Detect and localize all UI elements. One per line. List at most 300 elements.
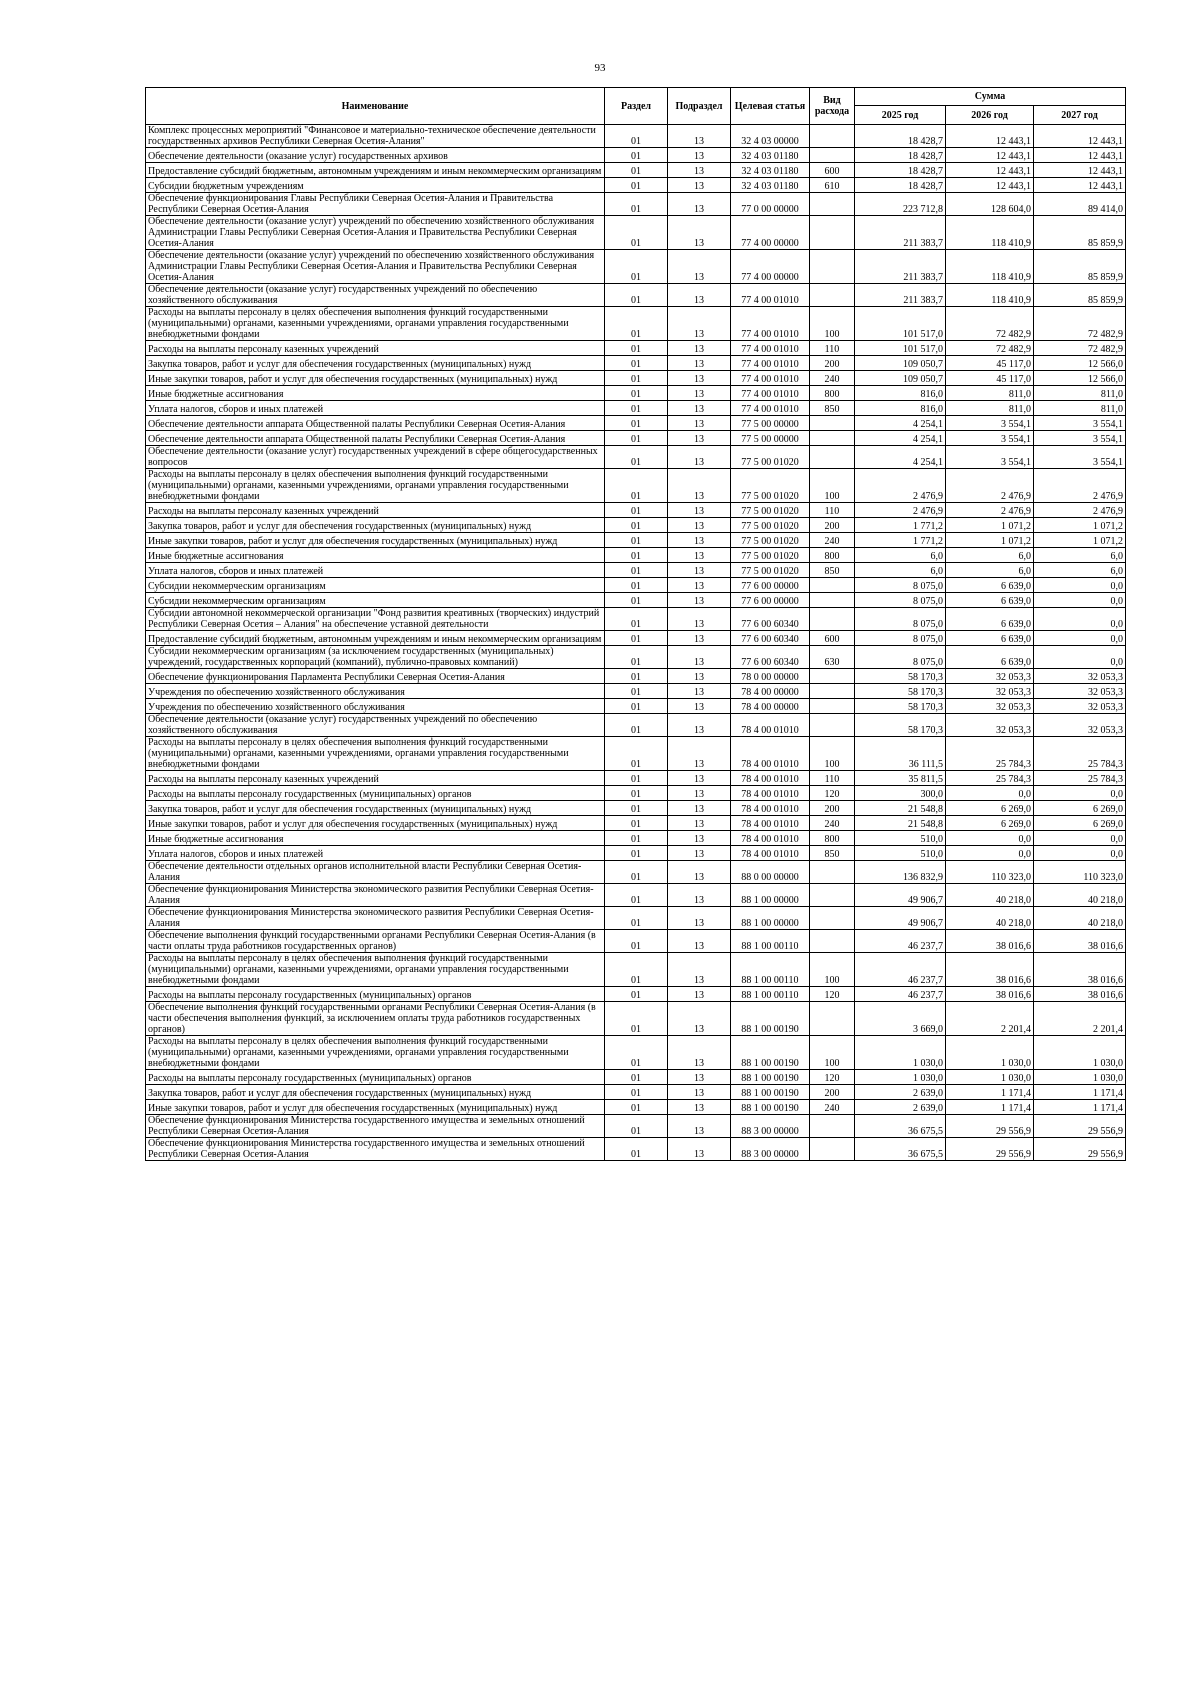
table-row — [146, 714, 1126, 737]
row-subsection: 13 — [668, 250, 731, 284]
row-subsection: 13 — [668, 431, 731, 446]
header-expense-type: Вид расхода — [810, 88, 855, 125]
row-sum-2027: 85 859,9 — [1034, 250, 1126, 284]
row-target-article: 77 5 00 01020 — [731, 446, 810, 469]
row-sum-2027: 0,0 — [1034, 608, 1126, 631]
row-subsection: 13 — [668, 578, 731, 593]
row-sum-2026: 1 030,0 — [946, 1070, 1034, 1085]
row-name: Обеспечение функционирования Министерства государственного имущества и земельных отношений Республики Северная Осетия-Алания — [146, 1115, 605, 1138]
row-target-article: 77 5 00 01020 — [731, 518, 810, 533]
row-sum-2027: 38 016,6 — [1034, 930, 1126, 953]
row-section: 01 — [605, 786, 668, 801]
row-section: 01 — [605, 563, 668, 578]
row-expense-type — [810, 608, 855, 631]
row-name: Иные бюджетные ассигнования — [146, 831, 605, 846]
row-target-article: 77 5 00 00000 — [731, 416, 810, 431]
table-row — [146, 786, 1126, 801]
row-subsection: 13 — [668, 518, 731, 533]
row-subsection: 13 — [668, 216, 731, 250]
row-sum-2027: 0,0 — [1034, 631, 1126, 646]
table-row — [146, 930, 1126, 953]
row-sum-2026: 32 053,3 — [946, 714, 1034, 737]
row-section: 01 — [605, 699, 668, 714]
row-target-article: 78 0 00 00000 — [731, 669, 810, 684]
row-sum-2027: 0,0 — [1034, 846, 1126, 861]
row-name: Закупка товаров, работ и услуг для обеспечения государственных (муниципальных) нужд — [146, 356, 605, 371]
table-row — [146, 987, 1126, 1002]
row-sum-2027: 32 053,3 — [1034, 699, 1126, 714]
row-section: 01 — [605, 163, 668, 178]
row-name: Учреждения по обеспечению хозяйственного обслуживания — [146, 684, 605, 699]
row-sum-2025: 1 771,2 — [855, 518, 946, 533]
row-section: 01 — [605, 401, 668, 416]
row-name: Расходы на выплаты персоналу казенных учреждений — [146, 503, 605, 518]
row-section: 01 — [605, 608, 668, 631]
row-subsection: 13 — [668, 1138, 731, 1161]
row-sum-2027: 29 556,9 — [1034, 1138, 1126, 1161]
row-name: Расходы на выплаты персоналу в целях обеспечения выполнения функций государственными (муниципальными) органами, казенными учреждениями, органами управления государственными внебюджетными фондами — [146, 737, 605, 771]
table-row — [146, 178, 1126, 193]
row-name: Иные закупки товаров, работ и услуг для обеспечения государственных (муниципальных) нужд — [146, 816, 605, 831]
table-row — [146, 386, 1126, 401]
row-sum-2027: 32 053,3 — [1034, 684, 1126, 699]
row-subsection: 13 — [668, 563, 731, 578]
row-sum-2026: 32 053,3 — [946, 684, 1034, 699]
row-sum-2026: 38 016,6 — [946, 930, 1034, 953]
table-row — [146, 1100, 1126, 1115]
row-expense-type: 120 — [810, 987, 855, 1002]
row-sum-2025: 36 675,5 — [855, 1115, 946, 1138]
row-name: Иные закупки товаров, работ и услуг для обеспечения государственных (муниципальных) нужд — [146, 371, 605, 386]
row-sum-2026: 118 410,9 — [946, 250, 1034, 284]
row-target-article: 77 6 00 60340 — [731, 608, 810, 631]
row-sum-2026: 6 639,0 — [946, 593, 1034, 608]
row-subsection: 13 — [668, 446, 731, 469]
row-sum-2026: 29 556,9 — [946, 1138, 1034, 1161]
row-sum-2025: 49 906,7 — [855, 884, 946, 907]
row-target-article: 78 4 00 01010 — [731, 771, 810, 786]
row-section: 01 — [605, 593, 668, 608]
table-row — [146, 593, 1126, 608]
row-expense-type — [810, 1138, 855, 1161]
row-expense-type — [810, 699, 855, 714]
budget-table — [145, 87, 1126, 1161]
row-sum-2026: 6 639,0 — [946, 578, 1034, 593]
row-subsection: 13 — [668, 861, 731, 884]
row-subsection: 13 — [668, 163, 731, 178]
row-subsection: 13 — [668, 884, 731, 907]
row-sum-2027: 2 476,9 — [1034, 469, 1126, 503]
row-section: 01 — [605, 341, 668, 356]
row-name: Обеспечение деятельности (оказание услуг) государственных учреждений по обеспечению хозяйственного обслуживания — [146, 284, 605, 307]
table-row — [146, 816, 1126, 831]
row-sum-2025: 2 476,9 — [855, 503, 946, 518]
row-name: Обеспечение выполнения функций государственными органами Республики Северная Осетия-Алания (в части обеспечения выполнения функций, за исключением оплаты труда работников государственных органов) — [146, 1002, 605, 1036]
row-sum-2025: 510,0 — [855, 846, 946, 861]
row-section: 01 — [605, 861, 668, 884]
row-expense-type — [810, 446, 855, 469]
row-expense-type — [810, 431, 855, 446]
row-section: 01 — [605, 1036, 668, 1070]
row-section: 01 — [605, 503, 668, 518]
row-section: 01 — [605, 178, 668, 193]
row-name: Расходы на выплаты персоналу в целях обеспечения выполнения функций государственными (муниципальными) органами, казенными учреждениями, органами управления государственными внебюджетными фондами — [146, 953, 605, 987]
row-sum-2026: 40 218,0 — [946, 884, 1034, 907]
row-target-article: 88 3 00 00000 — [731, 1115, 810, 1138]
row-section: 01 — [605, 469, 668, 503]
row-expense-type: 240 — [810, 816, 855, 831]
row-sum-2026: 6 639,0 — [946, 608, 1034, 631]
row-sum-2026: 0,0 — [946, 831, 1034, 846]
row-expense-type — [810, 930, 855, 953]
row-sum-2026: 32 053,3 — [946, 669, 1034, 684]
row-expense-type: 120 — [810, 1070, 855, 1085]
row-sum-2026: 45 117,0 — [946, 371, 1034, 386]
row-sum-2025: 58 170,3 — [855, 699, 946, 714]
row-name: Расходы на выплаты персоналу в целях обеспечения выполнения функций государственными (муниципальными) органами, казенными учреждениями, органами управления государственными внебюджетными фондами — [146, 307, 605, 341]
row-sum-2027: 0,0 — [1034, 786, 1126, 801]
row-sum-2027: 85 859,9 — [1034, 216, 1126, 250]
row-sum-2026: 1 071,2 — [946, 533, 1034, 548]
row-target-article: 78 4 00 01010 — [731, 714, 810, 737]
row-sum-2027: 811,0 — [1034, 401, 1126, 416]
table-row — [146, 469, 1126, 503]
row-name: Обеспечение функционирования Министерства государственного имущества и земельных отношений Республики Северная Осетия-Алания — [146, 1138, 605, 1161]
row-expense-type — [810, 861, 855, 884]
table-row — [146, 884, 1126, 907]
row-name: Закупка товаров, работ и услуг для обеспечения государственных (муниципальных) нужд — [146, 1085, 605, 1100]
row-sum-2027: 12 443,1 — [1034, 125, 1126, 148]
row-section: 01 — [605, 148, 668, 163]
row-expense-type: 240 — [810, 371, 855, 386]
row-target-article: 77 4 00 01010 — [731, 371, 810, 386]
row-sum-2027: 12 566,0 — [1034, 371, 1126, 386]
row-sum-2027: 12 443,1 — [1034, 178, 1126, 193]
row-name: Предоставление субсидий бюджетным, автономным учреждениям и иным некоммерческим организациям — [146, 631, 605, 646]
row-name: Обеспечение функционирования Главы Республики Северная Осетия-Алания и Правительства Республики Северная Осетия-Алания — [146, 193, 605, 216]
header-target-article: Целевая статья — [731, 88, 810, 125]
row-sum-2025: 8 075,0 — [855, 631, 946, 646]
row-expense-type: 200 — [810, 801, 855, 816]
row-sum-2026: 2 476,9 — [946, 469, 1034, 503]
row-sum-2026: 6,0 — [946, 563, 1034, 578]
row-sum-2027: 1 171,4 — [1034, 1085, 1126, 1100]
table-row — [146, 578, 1126, 593]
row-sum-2025: 8 075,0 — [855, 593, 946, 608]
row-expense-type: 240 — [810, 1100, 855, 1115]
row-sum-2026: 811,0 — [946, 386, 1034, 401]
row-expense-type: 800 — [810, 831, 855, 846]
row-sum-2025: 8 075,0 — [855, 646, 946, 669]
row-sum-2026: 72 482,9 — [946, 341, 1034, 356]
row-sum-2025: 101 517,0 — [855, 341, 946, 356]
row-sum-2027: 0,0 — [1034, 831, 1126, 846]
row-section: 01 — [605, 714, 668, 737]
row-expense-type — [810, 1115, 855, 1138]
row-target-article: 88 1 00 00190 — [731, 1085, 810, 1100]
row-subsection: 13 — [668, 1115, 731, 1138]
row-sum-2026: 12 443,1 — [946, 178, 1034, 193]
row-section: 01 — [605, 669, 668, 684]
row-sum-2027: 110 323,0 — [1034, 861, 1126, 884]
row-sum-2027: 6,0 — [1034, 563, 1126, 578]
row-name: Обеспечение деятельности (оказание услуг) государственных архивов — [146, 148, 605, 163]
row-target-article: 32 4 03 01180 — [731, 148, 810, 163]
row-subsection: 13 — [668, 341, 731, 356]
row-target-article: 78 4 00 00000 — [731, 684, 810, 699]
row-sum-2026: 6 269,0 — [946, 801, 1034, 816]
row-sum-2025: 46 237,7 — [855, 930, 946, 953]
row-name: Обеспечение функционирования Парламента Республики Северная Осетия-Алания — [146, 669, 605, 684]
row-subsection: 13 — [668, 193, 731, 216]
row-expense-type — [810, 250, 855, 284]
row-name: Расходы на выплаты персоналу государственных (муниципальных) органов — [146, 987, 605, 1002]
row-sum-2026: 25 784,3 — [946, 737, 1034, 771]
row-subsection: 13 — [668, 356, 731, 371]
row-target-article: 77 5 00 01020 — [731, 533, 810, 548]
row-sum-2026: 2 476,9 — [946, 503, 1034, 518]
row-subsection: 13 — [668, 987, 731, 1002]
row-subsection: 13 — [668, 699, 731, 714]
row-target-article: 77 4 00 00000 — [731, 216, 810, 250]
row-name: Закупка товаров, работ и услуг для обеспечения государственных (муниципальных) нужд — [146, 801, 605, 816]
row-expense-type — [810, 907, 855, 930]
row-sum-2026: 12 443,1 — [946, 148, 1034, 163]
row-target-article: 78 4 00 00000 — [731, 699, 810, 714]
row-expense-type — [810, 193, 855, 216]
row-subsection: 13 — [668, 669, 731, 684]
row-subsection: 13 — [668, 684, 731, 699]
row-expense-type — [810, 148, 855, 163]
row-sum-2025: 211 383,7 — [855, 250, 946, 284]
row-expense-type — [810, 125, 855, 148]
row-section: 01 — [605, 1002, 668, 1036]
row-sum-2027: 6 269,0 — [1034, 816, 1126, 831]
row-target-article: 77 4 00 01010 — [731, 386, 810, 401]
row-name: Иные бюджетные ассигнования — [146, 386, 605, 401]
header-sum: Сумма — [855, 88, 1126, 106]
row-sum-2025: 36 111,5 — [855, 737, 946, 771]
header-year-2025: 2025 год — [855, 106, 946, 125]
row-target-article: 32 4 03 01180 — [731, 163, 810, 178]
row-expense-type: 120 — [810, 786, 855, 801]
row-sum-2026: 29 556,9 — [946, 1115, 1034, 1138]
row-target-article: 88 1 00 00000 — [731, 884, 810, 907]
table-row — [146, 953, 1126, 987]
row-section: 01 — [605, 356, 668, 371]
row-subsection: 13 — [668, 386, 731, 401]
row-section: 01 — [605, 831, 668, 846]
row-sum-2025: 18 428,7 — [855, 125, 946, 148]
row-subsection: 13 — [668, 593, 731, 608]
row-sum-2026: 1 030,0 — [946, 1036, 1034, 1070]
row-expense-type — [810, 714, 855, 737]
row-sum-2026: 38 016,6 — [946, 987, 1034, 1002]
row-sum-2026: 6 269,0 — [946, 816, 1034, 831]
row-sum-2027: 40 218,0 — [1034, 907, 1126, 930]
table-row — [146, 307, 1126, 341]
row-name: Субсидии автономной некоммерческой организации "Фонд развития креативных (творческих) индустрий Республики Северная Осетия – Алания" на обеспечение уставной деятельности — [146, 608, 605, 631]
row-sum-2026: 1 171,4 — [946, 1085, 1034, 1100]
row-target-article: 77 6 00 00000 — [731, 593, 810, 608]
row-subsection: 13 — [668, 1002, 731, 1036]
row-name: Расходы на выплаты персоналу казенных учреждений — [146, 341, 605, 356]
table-row — [146, 1085, 1126, 1100]
row-sum-2025: 4 254,1 — [855, 431, 946, 446]
row-target-article: 78 4 00 01010 — [731, 786, 810, 801]
row-expense-type: 850 — [810, 846, 855, 861]
row-section: 01 — [605, 631, 668, 646]
row-expense-type: 110 — [810, 771, 855, 786]
row-sum-2026: 6 639,0 — [946, 646, 1034, 669]
row-sum-2027: 40 218,0 — [1034, 884, 1126, 907]
row-sum-2026: 12 443,1 — [946, 125, 1034, 148]
row-subsection: 13 — [668, 631, 731, 646]
row-sum-2026: 6,0 — [946, 548, 1034, 563]
row-sum-2027: 29 556,9 — [1034, 1115, 1126, 1138]
row-target-article: 32 4 03 01180 — [731, 178, 810, 193]
row-target-article: 88 0 00 00000 — [731, 861, 810, 884]
row-expense-type — [810, 416, 855, 431]
row-sum-2025: 6,0 — [855, 563, 946, 578]
row-name: Уплата налогов, сборов и иных платежей — [146, 563, 605, 578]
row-sum-2027: 89 414,0 — [1034, 193, 1126, 216]
row-name: Обеспечение деятельности (оказание услуг) государственных учреждений по обеспечению хозяйственного обслуживания — [146, 714, 605, 737]
row-section: 01 — [605, 193, 668, 216]
row-target-article: 77 5 00 01020 — [731, 563, 810, 578]
row-expense-type — [810, 593, 855, 608]
row-expense-type: 610 — [810, 178, 855, 193]
row-sum-2025: 6,0 — [855, 548, 946, 563]
row-sum-2025: 223 712,8 — [855, 193, 946, 216]
row-section: 01 — [605, 284, 668, 307]
header-section: Раздел — [605, 88, 668, 125]
header-subsection: Подраздел — [668, 88, 731, 125]
row-subsection: 13 — [668, 284, 731, 307]
row-sum-2025: 58 170,3 — [855, 714, 946, 737]
row-sum-2027: 25 784,3 — [1034, 771, 1126, 786]
row-sum-2027: 32 053,3 — [1034, 714, 1126, 737]
row-sum-2025: 2 639,0 — [855, 1100, 946, 1115]
row-subsection: 13 — [668, 1070, 731, 1085]
row-target-article: 32 4 03 00000 — [731, 125, 810, 148]
row-sum-2025: 2 476,9 — [855, 469, 946, 503]
row-section: 01 — [605, 307, 668, 341]
row-section: 01 — [605, 737, 668, 771]
table-row — [146, 250, 1126, 284]
row-sum-2026: 45 117,0 — [946, 356, 1034, 371]
row-name: Субсидии некоммерческим организациям (за исключением государственных (муниципальных) учреждений, государственных корпораций (компаний), публично-правовых компаний) — [146, 646, 605, 669]
row-subsection: 13 — [668, 801, 731, 816]
row-sum-2025: 816,0 — [855, 401, 946, 416]
row-name: Обеспечение деятельности (оказание услуг) государственных учреждений в сфере общегосударственных вопросов — [146, 446, 605, 469]
row-sum-2025: 510,0 — [855, 831, 946, 846]
row-sum-2027: 2 476,9 — [1034, 503, 1126, 518]
row-sum-2025: 1 771,2 — [855, 533, 946, 548]
row-target-article: 77 4 00 01010 — [731, 307, 810, 341]
row-expense-type: 100 — [810, 1036, 855, 1070]
row-name: Закупка товаров, работ и услуг для обеспечения государственных (муниципальных) нужд — [146, 518, 605, 533]
row-target-article: 88 1 00 00190 — [731, 1100, 810, 1115]
row-expense-type: 850 — [810, 401, 855, 416]
row-sum-2025: 8 075,0 — [855, 578, 946, 593]
row-sum-2026: 1 171,4 — [946, 1100, 1034, 1115]
row-sum-2026: 110 323,0 — [946, 861, 1034, 884]
table-row — [146, 125, 1126, 148]
table-row — [146, 1115, 1126, 1138]
row-sum-2025: 136 832,9 — [855, 861, 946, 884]
row-target-article: 78 4 00 01010 — [731, 801, 810, 816]
table-row — [146, 1002, 1126, 1036]
row-subsection: 13 — [668, 416, 731, 431]
row-subsection: 13 — [668, 930, 731, 953]
row-sum-2026: 0,0 — [946, 786, 1034, 801]
row-name: Иные бюджетные ассигнования — [146, 548, 605, 563]
row-sum-2025: 4 254,1 — [855, 446, 946, 469]
row-section: 01 — [605, 371, 668, 386]
table-row — [146, 503, 1126, 518]
row-sum-2025: 35 811,5 — [855, 771, 946, 786]
row-sum-2027: 38 016,6 — [1034, 953, 1126, 987]
row-expense-type: 110 — [810, 341, 855, 356]
row-sum-2026: 12 443,1 — [946, 163, 1034, 178]
row-name: Расходы на выплаты персоналу казенных учреждений — [146, 771, 605, 786]
header-year-2027: 2027 год — [1034, 106, 1126, 125]
row-target-article: 88 3 00 00000 — [731, 1138, 810, 1161]
row-expense-type: 800 — [810, 386, 855, 401]
row-expense-type: 850 — [810, 563, 855, 578]
row-target-article: 77 4 00 01010 — [731, 284, 810, 307]
row-sum-2025: 21 548,8 — [855, 816, 946, 831]
row-sum-2025: 1 030,0 — [855, 1036, 946, 1070]
row-sum-2025: 101 517,0 — [855, 307, 946, 341]
row-subsection: 13 — [668, 1100, 731, 1115]
row-sum-2025: 2 639,0 — [855, 1085, 946, 1100]
row-subsection: 13 — [668, 307, 731, 341]
row-section: 01 — [605, 771, 668, 786]
row-sum-2027: 811,0 — [1034, 386, 1126, 401]
row-subsection: 13 — [668, 503, 731, 518]
header-name: Наименование — [146, 88, 605, 125]
row-expense-type: 200 — [810, 518, 855, 533]
row-subsection: 13 — [668, 469, 731, 503]
row-subsection: 13 — [668, 608, 731, 631]
row-sum-2025: 3 669,0 — [855, 1002, 946, 1036]
table-row — [146, 737, 1126, 771]
row-section: 01 — [605, 1138, 668, 1161]
row-sum-2025: 18 428,7 — [855, 148, 946, 163]
row-sum-2027: 1 071,2 — [1034, 533, 1126, 548]
row-name: Обеспечение деятельности аппарата Общественной палаты Республики Северная Осетия-Алания — [146, 431, 605, 446]
row-subsection: 13 — [668, 714, 731, 737]
row-target-article: 88 1 00 00190 — [731, 1036, 810, 1070]
row-name: Субсидии бюджетным учреждениям — [146, 178, 605, 193]
row-sum-2025: 211 383,7 — [855, 216, 946, 250]
row-sum-2027: 6 269,0 — [1034, 801, 1126, 816]
row-name: Уплата налогов, сборов и иных платежей — [146, 846, 605, 861]
row-subsection: 13 — [668, 533, 731, 548]
table-row — [146, 699, 1126, 714]
row-sum-2027: 1 071,2 — [1034, 518, 1126, 533]
row-subsection: 13 — [668, 178, 731, 193]
table-row — [146, 548, 1126, 563]
row-sum-2025: 1 030,0 — [855, 1070, 946, 1085]
row-sum-2026: 1 071,2 — [946, 518, 1034, 533]
row-subsection: 13 — [668, 953, 731, 987]
row-target-article: 78 4 00 01010 — [731, 831, 810, 846]
row-subsection: 13 — [668, 1036, 731, 1070]
row-target-article: 88 1 00 00110 — [731, 930, 810, 953]
